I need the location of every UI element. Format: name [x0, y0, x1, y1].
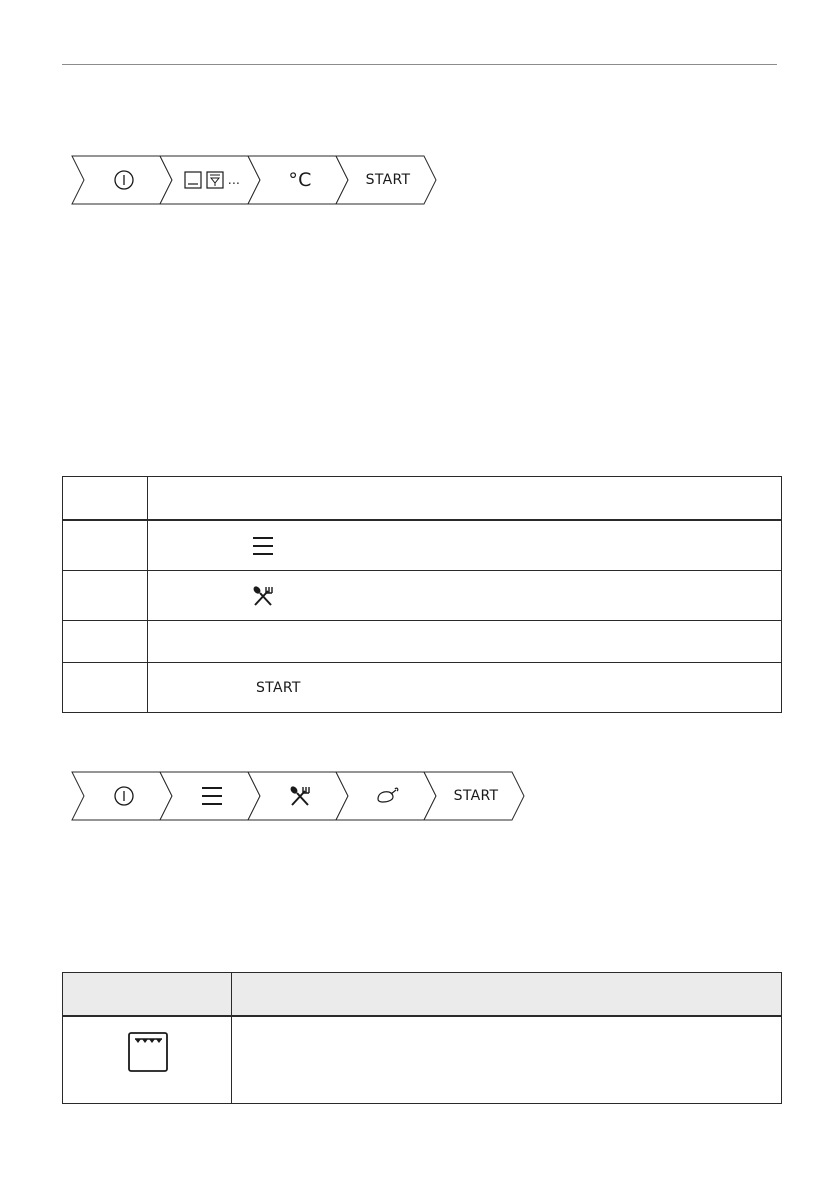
conventional-heating-icon	[184, 171, 202, 189]
table-row	[63, 571, 782, 621]
power-icon	[113, 169, 135, 191]
header-symbol	[63, 973, 232, 1017]
start-label: START	[453, 788, 499, 804]
step-heating-function	[160, 156, 260, 204]
step-cutlery	[248, 772, 348, 820]
heating-function-table	[62, 972, 782, 1104]
header-description	[232, 973, 782, 1017]
step-number	[63, 571, 148, 621]
step-sequence-1	[72, 156, 438, 204]
steps-table	[62, 476, 782, 713]
step-start	[424, 772, 524, 820]
action-cell	[148, 571, 782, 621]
action-cell	[148, 663, 782, 713]
table-row	[63, 520, 782, 571]
action-cell	[148, 621, 782, 663]
step-menu	[160, 772, 260, 820]
header-step	[63, 477, 148, 521]
true-fan-cooking-icon	[206, 171, 224, 189]
action-cell	[148, 520, 782, 571]
top-rule	[62, 64, 777, 65]
table-header-row	[63, 973, 782, 1017]
menu-icon	[252, 536, 274, 556]
step-temperature	[248, 156, 348, 204]
table-row	[63, 663, 782, 713]
cutlery-icon	[289, 785, 311, 807]
symbol-cell	[63, 1016, 232, 1104]
header-action	[148, 477, 782, 521]
step-dish	[336, 772, 436, 820]
power-icon	[113, 785, 135, 807]
table-row	[63, 1016, 782, 1104]
start-label: START	[365, 172, 411, 188]
oven-top-heat-icon	[127, 1031, 169, 1073]
roast-chicken-icon	[376, 788, 400, 804]
table-row	[63, 621, 782, 663]
cutlery-icon	[252, 585, 274, 607]
table-header-row	[63, 477, 782, 521]
description-cell	[232, 1016, 782, 1104]
more-functions-ellipsis: ...	[227, 173, 241, 187]
step-start	[336, 156, 436, 204]
step-number	[63, 621, 148, 663]
temperature-label: °C	[288, 169, 312, 191]
step-number	[63, 663, 148, 713]
start-label: START	[256, 679, 301, 696]
step-sequence-2	[72, 772, 526, 820]
step-number	[63, 520, 148, 571]
menu-icon	[201, 786, 223, 806]
step-power	[72, 772, 172, 820]
step-power	[72, 156, 172, 204]
